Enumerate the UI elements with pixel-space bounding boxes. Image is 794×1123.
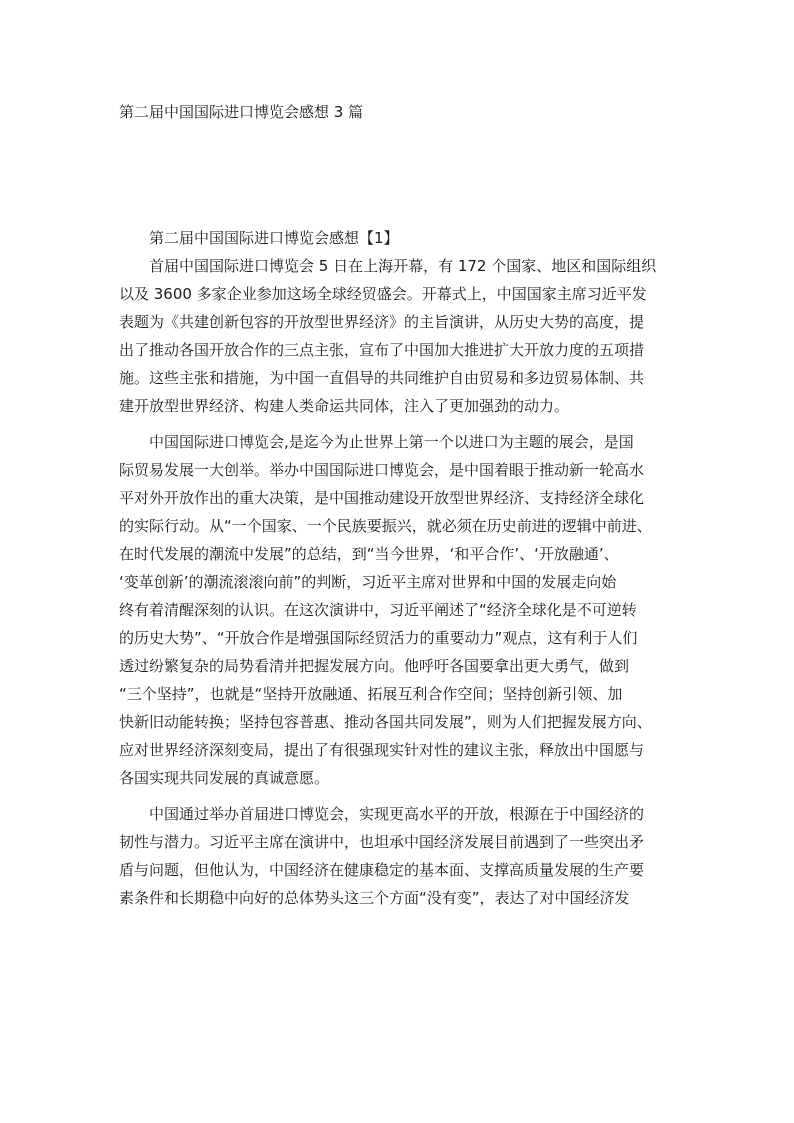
text-line: 出了推动各国开放合作的三点主张，宣布了中国加大推进扩大开放力度的五项措 — [119, 341, 645, 359]
text-line: 施。这些主张和措施，为中国一直倡导的共同维护自由贸易和多边贸易体制、共 — [119, 369, 645, 387]
text-line: 各国实现共同发展的真诚意愿。 — [119, 769, 330, 787]
text-line: 素条件和长期稳中向好的总体势头这三个方面“没有变”，表达了对中国经济发 — [119, 889, 630, 907]
text-line: 中国国际进口博览会,是迄今为止世界上第一个以进口为主题的展会，是国 — [149, 433, 634, 451]
paragraph-spacer — [119, 792, 679, 800]
paragraph-spacer — [119, 420, 679, 428]
text-line: 以及 3600 多家企业参加这场全球经贸盛会。开幕式上，中国国家主席习近平发 — [119, 285, 647, 303]
paragraph-3 — [119, 800, 679, 912]
text-line: 终有着清醒深刻的认识。在这次演讲中，习近平阐述了“经济全球化是不可逆转 — [119, 601, 637, 619]
text-line: “三个坚持”，也就是“坚持开放融通、拓展互利合作空间；坚持创新引领、加 — [119, 685, 623, 703]
text-line: 中国通过举办首届进口博览会，实现更高水平的开放，根源在于中国经济的 — [149, 805, 645, 823]
text-line: 首届中国国际进口博览会 5 日在上海开幕，有 172 个国家、地区和国际组织 — [149, 257, 657, 275]
paragraph-1 — [119, 252, 679, 420]
document-title: 第二届中国国际进口博览会感想 3 篇 — [119, 103, 364, 121]
text-line: 表题为《共建创新包容的开放型世界经济》的主旨演讲，从历史大势的高度，提 — [119, 313, 645, 331]
section-heading: 第二届中国国际进口博览会感想【1】 — [149, 229, 399, 247]
text-line: 的历史大势”、“开放合作是增强国际经贸活力的重要动力”观点，这有利于人们 — [119, 629, 638, 647]
text-line: 在时代发展的潮流中发展”的总结，到“当今世界，‘和平合作’、‘开放融通’、 — [119, 545, 619, 563]
text-line: 盾与问题，但他认为，中国经济在健康稳定的基本面、支撑高质量发展的生产要 — [119, 861, 645, 879]
paragraph-2 — [119, 428, 679, 792]
text-line: 建开放型世界经济、构建人类命运共同体，注入了更加强劲的动力。 — [119, 397, 570, 415]
text-line: 的实际行动。从“一个国家、一个民族要振兴，就必须在历史前进的逻辑中前进、 — [119, 517, 652, 535]
text-line: 韧性与潜力。习近平主席在演讲中，也坦承中国经济发展目前遇到了一些突出矛 — [119, 833, 645, 851]
text-line: 快新旧动能转换；坚持包容普惠、推动各国共同发展”，则为人们把握发展方向、 — [119, 713, 652, 731]
document-body — [119, 224, 679, 912]
text-line: 平对外开放作出的重大决策，是中国推动建设开放型世界经济、支持经济全球化 — [119, 489, 645, 507]
text-line: 透过纷繁复杂的局势看清并把握发展方向。他呼吁各国要拿出更大勇气，做到 — [119, 657, 630, 675]
text-line: ‘变革创新’的潮流滚滚向前”的判断，习近平主席对世界和中国的发展走向始 — [119, 573, 617, 591]
text-line: 际贸易发展一大创举。举办中国国际进口博览会，是中国着眼于推动新一轮高水 — [119, 461, 645, 479]
text-line: 应对世界经济深刻变局，提出了有很强现实针对性的建议主张，释放出中国愿与 — [119, 741, 645, 759]
